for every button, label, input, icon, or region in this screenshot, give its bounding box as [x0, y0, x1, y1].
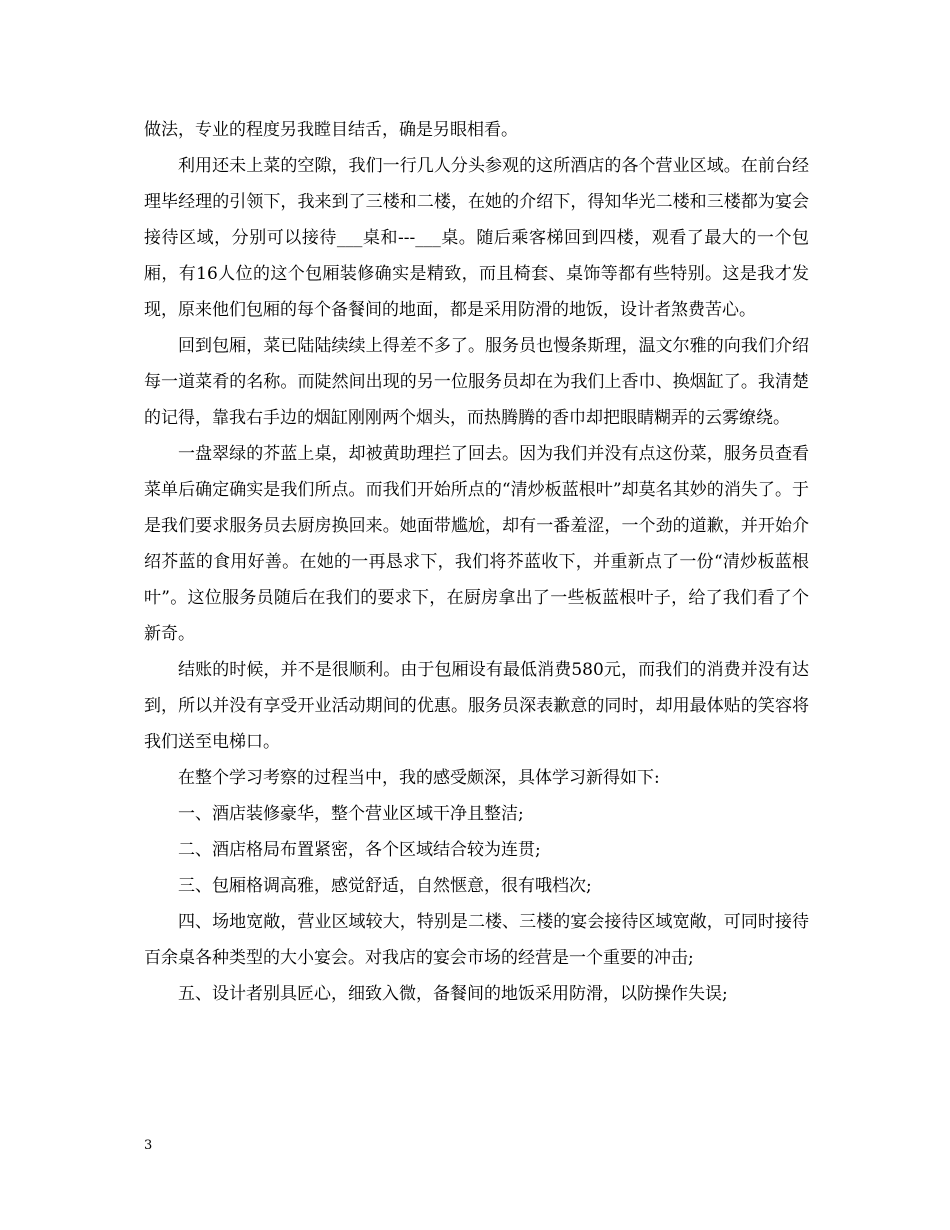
page-number: 3 [144, 1138, 153, 1153]
paragraph-summary-intro: 在整个学习考察的过程当中，我的感受颇深，具体学习新得如下: [178, 768, 660, 788]
paragraph-venue-tour: 利用还未上菜的空隙，我们一行几人分头参观的这所酒店的各个营业区域。在前台经理毕经理的引领下，我来到了三楼和二楼，在她的介绍下，得知华光二楼和三楼都为宴会接待区域，分别可以接待___桌和---___桌。随后乘客梯回到四楼，观看了最大的一个包厢，有16人位的这个包厢装修确实是精致，而且椅套、桌饰等都有些特别。这是我才发现，原来他们包厢的每个备餐间的地面，都是采用防滑的地饭，设计者煞费苦心。 [144, 156, 809, 320]
list-item-4: 四、场地宽敞，营业区域较大，特别是二楼、三楼的宴会接待区域宽敞，可同时接待百余桌各种类型的大小宴会。对我店的宴会市场的经营是一个重要的冲击; [144, 912, 809, 968]
page-body [144, 112, 809, 1012]
paragraph-service: 回到包厢，菜已陆陆续续上得差不多了。服务员也慢条斯理，温文尔雅的向我们介绍每一道菜肴的名称。而陡然间出现的另一位服务员却在为我们上香巾、换烟缸了。我清楚的记得，靠我右手边的烟缸刚刚两个烟头，而热腾腾的香巾却把眼睛糊弄的云雾缭绕。 [144, 336, 809, 428]
paragraph-continuation: 做法，专业的程度另我瞠目结舌，确是另眼相看。 [144, 120, 518, 140]
list-item-1: 一、酒店装修豪华，整个营业区域干净且整洁; [178, 804, 524, 824]
list-item-5: 五、设计者别具匠心，细致入微，备餐间的地饭采用防滑，以防操作失误; [178, 984, 728, 1004]
list-item-2: 二、酒店格局布置紧密，各个区域结合较为连贯; [178, 840, 541, 860]
paragraph-dish-incident: 一盘翠绿的芥蓝上桌，却被黄助理拦了回去。因为我们并没有点这份菜，服务员查看菜单后确定确实是我们所点。而我们开始所点的“清炒板蓝根叶”却莫名其妙的消失了。于是我们要求服务员去厨房换回来。她面带尴尬，却有一番羞涩，一个劲的道歉，并开始介绍芥蓝的食用好善。在她的一再恳求下，我们将芥蓝收下，并重新点了一份“清炒板蓝根叶”。这位服务员随后在我们的要求下，在厨房拿出了一些板蓝根叶子，给了我们看了个新奇。 [144, 444, 809, 644]
paragraph-checkout: 结账的时候，并不是很顺利。由于包厢设有最低消费580元，而我们的消费并没有达到，所以并没有享受开业活动期间的优惠。服务员深表歉意的同时，却用最体贴的笑容将我们送至电梯口。 [144, 660, 809, 752]
list-item-3: 三、包厢格调高雅，感觉舒适，自然惬意，很有哦档次; [178, 876, 592, 896]
